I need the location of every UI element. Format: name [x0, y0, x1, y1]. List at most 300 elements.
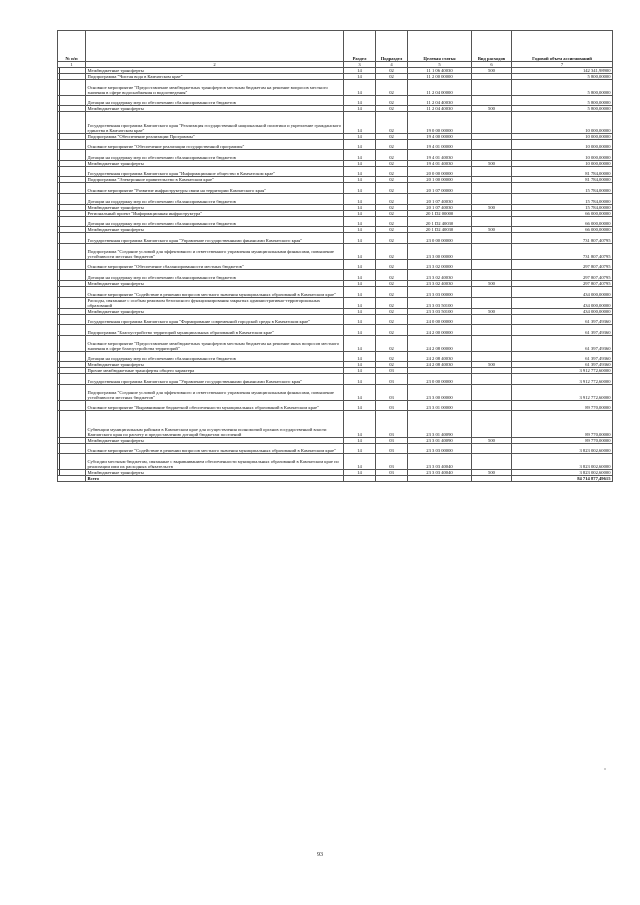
row-podrazdel-cell: 02	[376, 204, 408, 210]
row-expense-type-cell: 500	[472, 308, 512, 314]
row-expense-type-cell	[472, 374, 512, 385]
row-marker	[59, 454, 60, 469]
row-razdel-cell: 14	[344, 362, 376, 368]
row-marker	[59, 444, 60, 454]
row-marker	[59, 401, 60, 411]
row-sum-cell: 10 000,00000	[512, 160, 613, 166]
row-target-article-cell: 23 3 01 00000	[408, 400, 472, 411]
row-podrazdel-cell: 03	[376, 443, 408, 454]
row-name-cell: Подпрограмма "Чистая вода в Камчатском крае"	[86, 74, 344, 80]
row-marker	[59, 352, 60, 362]
row-number-cell	[58, 112, 86, 133]
row-sum-cell: 5 800,00000	[512, 80, 613, 96]
row-expense-type-cell: 500	[472, 437, 512, 443]
row-podrazdel-cell: 02	[376, 112, 408, 133]
row-podrazdel-cell: 03	[376, 374, 408, 385]
table-row	[58, 400, 613, 411]
row-sum-cell: 297 807,40795	[512, 270, 613, 281]
row-number-cell	[58, 95, 86, 106]
row-marker	[59, 183, 60, 193]
table-row	[58, 411, 613, 438]
row-expense-type-cell: 500	[472, 362, 512, 368]
table-row	[58, 454, 613, 470]
table-row	[58, 95, 613, 106]
row-razdel-cell: 14	[344, 437, 376, 443]
row-expense-type-cell: 500	[472, 160, 512, 166]
row-razdel-cell: 14	[344, 374, 376, 385]
table-row	[58, 286, 613, 297]
row-sum-cell: 3 823 002,60000	[512, 443, 613, 454]
row-number-cell	[58, 243, 86, 259]
row-podrazdel-cell: 02	[376, 95, 408, 106]
header-target-article: Целевая статья	[408, 31, 472, 62]
row-name-cell: Основное мероприятие "Содействие в решении вопросов местного значения муниципальных образований в Камчатском крае"	[86, 286, 344, 297]
row-expense-type-cell: 500	[472, 227, 512, 233]
row-name-cell: Субвенции муниципальным районам в Камчатском крае для осуществления полномочий органов государственной власти Камчатского края по расчету и предоставлению дотаций бюджетам поселений	[86, 411, 344, 438]
row-podrazdel-cell: 02	[376, 74, 408, 80]
row-target-article-cell: 24 2 08 00000	[408, 335, 472, 351]
row-target-article-cell: 19 4 01 40030	[408, 160, 472, 166]
row-razdel-cell: 14	[344, 454, 376, 470]
row-marker	[59, 167, 60, 177]
row-marker	[59, 227, 60, 232]
row-name-cell: Межбюджетные трансферты	[86, 437, 344, 443]
row-razdel-cell: 14	[344, 150, 376, 161]
row-razdel-cell: 14	[344, 227, 376, 233]
row-podrazdel-cell: 02	[376, 286, 408, 297]
row-expense-type-cell	[472, 270, 512, 281]
table-row	[58, 374, 613, 385]
row-razdel-cell: 14	[344, 194, 376, 205]
row-name-cell: Дотации на поддержку мер по обеспечению сбалансированности бюджетов	[86, 150, 344, 161]
row-name-cell: Основное мероприятие "Содействие в решении вопросов местного значения муниципальных образований в Камчатском крае"	[86, 443, 344, 454]
row-podrazdel-cell: 02	[376, 68, 408, 74]
row-sum-cell: 61 397,49360	[512, 335, 613, 351]
row-razdel-cell: 14	[344, 95, 376, 106]
row-sum-cell: 81 784,00000	[512, 166, 613, 177]
row-name-cell: Межбюджетные трансферты	[86, 470, 344, 476]
row-target-article-cell: 20 1 D2 00000	[408, 210, 472, 216]
row-number-cell	[58, 139, 86, 150]
row-number-cell	[58, 216, 86, 227]
row-expense-type-cell	[472, 325, 512, 336]
row-podrazdel-cell: 02	[376, 270, 408, 281]
row-sum-cell: 61 397,49360	[512, 314, 613, 325]
row-razdel-cell: 14	[344, 183, 376, 194]
row-sum-cell: 731 807,40795	[512, 233, 613, 244]
row-marker	[59, 438, 60, 443]
row-number-cell	[58, 314, 86, 325]
row-podrazdel-cell: 02	[376, 259, 408, 270]
table-row	[58, 183, 613, 194]
row-name-cell: Дотации на поддержку мер по обеспечению сбалансированности бюджетов	[86, 95, 344, 106]
row-podrazdel-cell: 02	[376, 177, 408, 183]
row-expense-type-cell: 500	[472, 106, 512, 112]
row-expense-type-cell	[472, 351, 512, 362]
row-podrazdel-cell: 02	[376, 166, 408, 177]
row-razdel-cell: 14	[344, 243, 376, 259]
budget-table-page	[57, 30, 612, 482]
row-marker	[59, 106, 60, 111]
table-row	[58, 216, 613, 227]
row-razdel-cell: 14	[344, 308, 376, 314]
row-sum-cell: 15 784,00000	[512, 204, 613, 210]
row-name-cell: Государственная программа Камчатского края "Управление государственными финансами Камчатского края"	[86, 374, 344, 385]
row-number-cell	[58, 183, 86, 194]
row-sum-cell: 3 912 772,60000	[512, 374, 613, 385]
row-podrazdel-cell: 02	[376, 308, 408, 314]
row-name-cell: Межбюджетные трансферты	[86, 106, 344, 112]
row-target-article-cell: 23 3 03 50100	[408, 297, 472, 308]
row-marker	[59, 298, 60, 308]
row-marker	[59, 74, 60, 79]
row-target-article-cell: 20 1 07 40030	[408, 194, 472, 205]
row-podrazdel-cell: 02	[376, 227, 408, 233]
row-marker	[59, 112, 60, 132]
row-target-article-cell: 19 4 00 00000	[408, 133, 472, 139]
row-number-cell	[58, 374, 86, 385]
row-target-article-cell: 20 1 D2 40030	[408, 227, 472, 233]
table-row	[58, 443, 613, 454]
row-name-cell: Подпрограмма "Создание условий для эффективного и ответственного управления муниципальными финансами, повышение устойчивости местных бюджетов"	[86, 243, 344, 259]
end-quote-mark: "	[604, 769, 607, 774]
row-sum-cell: 3 912 772,60000	[512, 384, 613, 400]
row-number-cell	[58, 259, 86, 270]
column-number: 5	[408, 62, 472, 68]
row-marker	[59, 68, 60, 73]
row-sum-cell: 10 000,00000	[512, 133, 613, 139]
row-podrazdel-cell: 02	[376, 160, 408, 166]
row-target-article-cell: 11 2 00 00000	[408, 74, 472, 80]
row-podrazdel-cell: 02	[376, 139, 408, 150]
row-razdel-cell: 14	[344, 325, 376, 336]
table-row	[58, 270, 613, 281]
row-marker	[59, 140, 60, 150]
row-number-cell	[58, 470, 86, 476]
row-podrazdel-cell: 03	[376, 437, 408, 443]
row-marker	[59, 177, 60, 182]
row-podrazdel-cell: 02	[376, 280, 408, 286]
table-row	[58, 259, 613, 270]
row-number-cell	[58, 335, 86, 351]
row-podrazdel-cell: 02	[376, 133, 408, 139]
row-name-cell: Межбюджетные трансферты	[86, 280, 344, 286]
row-sum-cell: 61 397,49360	[512, 351, 613, 362]
row-expense-type-cell	[472, 216, 512, 227]
row-sum-cell: 434 000,00000	[512, 286, 613, 297]
row-expense-type-cell	[472, 297, 512, 308]
row-podrazdel-cell: 02	[376, 194, 408, 205]
row-expense-type-cell	[472, 183, 512, 194]
row-target-article-cell: 11 1 06 40030	[408, 68, 472, 74]
row-expense-type-cell	[472, 335, 512, 351]
row-marker	[59, 217, 60, 227]
row-razdel-cell: 14	[344, 368, 376, 374]
table-row	[58, 166, 613, 177]
row-podrazdel-cell: 02	[376, 325, 408, 336]
row-marker	[59, 211, 60, 216]
row-sum-cell: 5 800,00000	[512, 95, 613, 106]
row-name-cell: Основное мероприятие "Обеспечение реализации государственной программы"	[86, 139, 344, 150]
row-name-cell: Межбюджетные трансферты	[86, 204, 344, 210]
row-number-cell	[58, 194, 86, 205]
row-number-cell	[58, 166, 86, 177]
row-podrazdel-cell: 02	[376, 314, 408, 325]
row-number-cell	[58, 411, 86, 438]
row-razdel-cell: 14	[344, 139, 376, 150]
row-target-article-cell: 23 3 03 00000	[408, 443, 472, 454]
row-razdel-cell: 14	[344, 259, 376, 270]
row-razdel-cell: 14	[344, 351, 376, 362]
row-sum-cell: 5 800,00000	[512, 106, 613, 112]
row-marker	[59, 161, 60, 166]
row-target-article-cell: 23 0 00 00000	[408, 374, 472, 385]
row-number-cell	[58, 443, 86, 454]
row-podrazdel-cell: 02	[376, 106, 408, 112]
row-name-cell: Расходы, связанные с особым режимом безопасного функционирования закрытых административно-территориальных образований	[86, 297, 344, 308]
table-row	[58, 351, 613, 362]
row-target-article-cell: 11 2 04 00000	[408, 80, 472, 96]
row-razdel-cell: 14	[344, 335, 376, 351]
row-marker	[59, 336, 60, 351]
row-podrazdel-cell: 02	[376, 335, 408, 351]
column-number: 3	[344, 62, 376, 68]
row-razdel-cell: 14	[344, 297, 376, 308]
row-podrazdel-cell: 02	[376, 80, 408, 96]
row-expense-type-cell	[472, 150, 512, 161]
row-target-article-cell: 23 3 03 50100	[408, 308, 472, 314]
row-target-article-cell: 24 2 00 00000	[408, 325, 472, 336]
row-sum-cell: 731 807,40795	[512, 243, 613, 259]
row-razdel-cell: 14	[344, 280, 376, 286]
row-number-cell	[58, 400, 86, 411]
row-podrazdel-cell: 02	[376, 351, 408, 362]
row-marker	[59, 96, 60, 106]
row-name-cell: Государственная программа Камчатского края "Информационное общество в Камчатском крае"	[86, 166, 344, 177]
row-razdel-cell: 14	[344, 80, 376, 96]
row-podrazdel-cell: 02	[376, 150, 408, 161]
row-number-cell	[58, 384, 86, 400]
row-marker	[59, 411, 60, 437]
header-razdel: Раздел	[344, 31, 376, 62]
row-sum-cell: 3 912 772,60000	[512, 368, 613, 374]
row-marker	[59, 281, 60, 286]
table-row	[58, 194, 613, 205]
row-podrazdel-cell: 03	[376, 368, 408, 374]
row-expense-type-cell	[472, 112, 512, 133]
total-empty-cell	[472, 476, 512, 482]
row-name-cell: Подпрограмма "Обеспечение реализации Программы"	[86, 133, 344, 139]
row-name-cell: Основное мероприятие "Предоставление межбюджетных трансфертов местным бюджетам на решение иных вопросов местного значения в сфере благоустройства территорий"	[86, 335, 344, 351]
row-target-article-cell: 23 3 03 40040	[408, 470, 472, 476]
table-row	[58, 297, 613, 308]
row-razdel-cell: 14	[344, 68, 376, 74]
row-name-cell: Дотации на поддержку мер по обеспечению сбалансированности бюджетов	[86, 216, 344, 227]
row-target-article-cell: 24 0 00 00000	[408, 314, 472, 325]
row-marker	[59, 233, 60, 243]
total-empty-cell	[344, 476, 376, 482]
header-podrazdel: Подраздел	[376, 31, 408, 62]
column-number: 4	[376, 62, 408, 68]
column-number: 7	[512, 62, 613, 68]
row-razdel-cell: 14	[344, 216, 376, 227]
row-sum-cell: 3 823 002,60000	[512, 454, 613, 470]
row-marker	[59, 244, 60, 259]
row-sum-cell: 10 000,00000	[512, 150, 613, 161]
total-sum-cell: 84 714 877,49615	[512, 476, 613, 482]
row-marker	[59, 194, 60, 204]
row-number-cell	[58, 454, 86, 470]
row-razdel-cell: 14	[344, 400, 376, 411]
row-name-cell: Межбюджетные трансферты	[86, 160, 344, 166]
row-name-cell: Межбюджетные трансферты	[86, 362, 344, 368]
row-target-article-cell: 23 3 01 40090	[408, 437, 472, 443]
table-row	[58, 384, 613, 400]
row-razdel-cell: 14	[344, 74, 376, 80]
row-number-cell	[58, 351, 86, 362]
row-name-cell: Основное мероприятие "Развитие инфраструктуры связи на территории Камчатского края"	[86, 183, 344, 194]
row-name-cell: Подпрограмма "Благоустройство территорий муниципальных образований в Камчатском крае"	[86, 325, 344, 336]
row-razdel-cell: 14	[344, 112, 376, 133]
row-name-cell: Субсидии местным бюджетам, связанные с выравниванием обеспеченности муниципальных образований в Камчатском крае по реализации ими их расходных обязательств	[86, 454, 344, 470]
row-name-cell: Государственная программа Камчатского края "Формирование современной городской среды в Камчатском крае"	[86, 314, 344, 325]
row-name-cell: Основное мероприятие "Предоставление межбюджетных трансфертов местным бюджетам на решение вопросов местного значения в сфере водоснабжения и водоотведения"	[86, 80, 344, 96]
row-name-cell: Подпрограмма "Электронное правительство в Камчатском крае"	[86, 177, 344, 183]
row-marker	[59, 385, 60, 400]
row-sum-cell: 66 000,00000	[512, 210, 613, 216]
row-target-article-cell: 24 2 08 40030	[408, 351, 472, 362]
row-marker	[59, 325, 60, 335]
row-name-cell: Прочие межбюджетные трансферты общего характера	[86, 368, 344, 374]
row-expense-type-cell	[472, 166, 512, 177]
total-empty-cell	[408, 476, 472, 482]
table-row	[58, 314, 613, 325]
row-expense-type-cell	[472, 384, 512, 400]
row-podrazdel-cell: 03	[376, 411, 408, 438]
table-row	[58, 335, 613, 351]
budget-table	[57, 30, 613, 482]
column-number: 1	[58, 62, 86, 68]
row-razdel-cell: 14	[344, 314, 376, 325]
row-name-cell: Региональный проект "Информационная инфраструктура"	[86, 210, 344, 216]
row-name-cell: Межбюджетные трансферты	[86, 308, 344, 314]
row-expense-type-cell	[472, 400, 512, 411]
table-row	[58, 325, 613, 336]
row-target-article-cell: 19 0 00 00000	[408, 112, 472, 133]
row-sum-cell: 66 000,00000	[512, 216, 613, 227]
row-podrazdel-cell: 03	[376, 470, 408, 476]
row-expense-type-cell	[472, 286, 512, 297]
row-expense-type-cell	[472, 314, 512, 325]
row-target-article-cell: 23 3 03 40040	[408, 454, 472, 470]
row-podrazdel-cell: 02	[376, 183, 408, 194]
row-number-cell	[58, 150, 86, 161]
row-podrazdel-cell: 03	[376, 454, 408, 470]
row-expense-type-cell: 500	[472, 470, 512, 476]
row-name-cell: Дотации на поддержку мер по обеспечению сбалансированности бюджетов	[86, 270, 344, 281]
row-sum-cell: 15 784,00000	[512, 183, 613, 194]
row-razdel-cell: 14	[344, 177, 376, 183]
row-target-article-cell: 23 3 01 40090	[408, 411, 472, 438]
row-target-article-cell: 20 1 07 00000	[408, 183, 472, 194]
row-sum-cell: 5 800,00000	[512, 74, 613, 80]
row-number-cell	[58, 80, 86, 96]
table-row	[58, 80, 613, 96]
table-row	[58, 233, 613, 244]
row-expense-type-cell: 500	[472, 68, 512, 74]
row-target-article-cell: 19 4 01 00000	[408, 139, 472, 150]
row-sum-cell: 10 000,00000	[512, 112, 613, 133]
row-expense-type-cell	[472, 443, 512, 454]
table-row	[58, 150, 613, 161]
row-expense-type-cell	[472, 454, 512, 470]
table-row	[58, 112, 613, 133]
row-razdel-cell: 14	[344, 384, 376, 400]
row-marker	[59, 374, 60, 384]
row-razdel-cell: 14	[344, 166, 376, 177]
row-razdel-cell: 14	[344, 470, 376, 476]
row-sum-cell: 61 397,49360	[512, 362, 613, 368]
total-number-cell	[58, 476, 86, 482]
row-marker	[59, 362, 60, 367]
row-expense-type-cell: 500	[472, 204, 512, 210]
row-marker	[59, 368, 60, 373]
row-podrazdel-cell: 02	[376, 233, 408, 244]
row-marker	[59, 80, 60, 95]
column-number: 6	[472, 62, 512, 68]
row-name-cell: Подпрограмма "Создание условий для эффективного и ответственного управления муниципальными финансами, повышение устойчивости местных бюджетов"	[86, 384, 344, 400]
row-marker	[59, 134, 60, 139]
row-razdel-cell: 14	[344, 286, 376, 297]
row-razdel-cell: 14	[344, 411, 376, 438]
row-name-cell: Основное мероприятие "Выравнивание бюджетной обеспеченности муниципальных образований в Камчатском крае"	[86, 400, 344, 411]
row-target-article-cell: 23 3 02 40030	[408, 280, 472, 286]
row-name-cell: Межбюджетные трансферты	[86, 68, 344, 74]
row-sum-cell: 434 000,00000	[512, 297, 613, 308]
row-expense-type-cell	[472, 194, 512, 205]
row-target-article-cell: 19 4 01 40030	[408, 150, 472, 161]
total-row	[58, 476, 613, 482]
row-razdel-cell: 14	[344, 106, 376, 112]
row-razdel-cell: 14	[344, 133, 376, 139]
page-number: 93	[317, 852, 323, 858]
row-sum-cell: 297 807,40795	[512, 280, 613, 286]
column-number: 2	[86, 62, 344, 68]
table-row	[58, 139, 613, 150]
row-marker	[59, 309, 60, 314]
row-sum-cell: 89 770,00000	[512, 437, 613, 443]
row-expense-type-cell	[472, 233, 512, 244]
row-target-article-cell: 23 3 00 00000	[408, 384, 472, 400]
row-razdel-cell: 14	[344, 443, 376, 454]
row-razdel-cell: 14	[344, 204, 376, 210]
row-name-cell: Основное мероприятие "Обеспечение сбалансированности местных бюджетов"	[86, 259, 344, 270]
row-sum-cell: 434 000,00000	[512, 308, 613, 314]
row-name-cell: Дотации на поддержку мер по обеспечению сбалансированности бюджетов	[86, 194, 344, 205]
row-sum-cell: 142 341,98900	[512, 68, 613, 74]
row-name-cell: Государственная программа Камчатского края "Управление государственными финансами Камчатского края"	[86, 233, 344, 244]
row-expense-type-cell	[472, 259, 512, 270]
row-sum-cell: 66 000,00000	[512, 227, 613, 233]
row-expense-type-cell	[472, 95, 512, 106]
row-marker	[59, 270, 60, 280]
row-podrazdel-cell: 02	[376, 216, 408, 227]
row-podrazdel-cell: 02	[376, 297, 408, 308]
row-razdel-cell: 14	[344, 210, 376, 216]
row-razdel-cell: 14	[344, 160, 376, 166]
row-target-article-cell: 23 3 03 00000	[408, 286, 472, 297]
row-expense-type-cell	[472, 139, 512, 150]
